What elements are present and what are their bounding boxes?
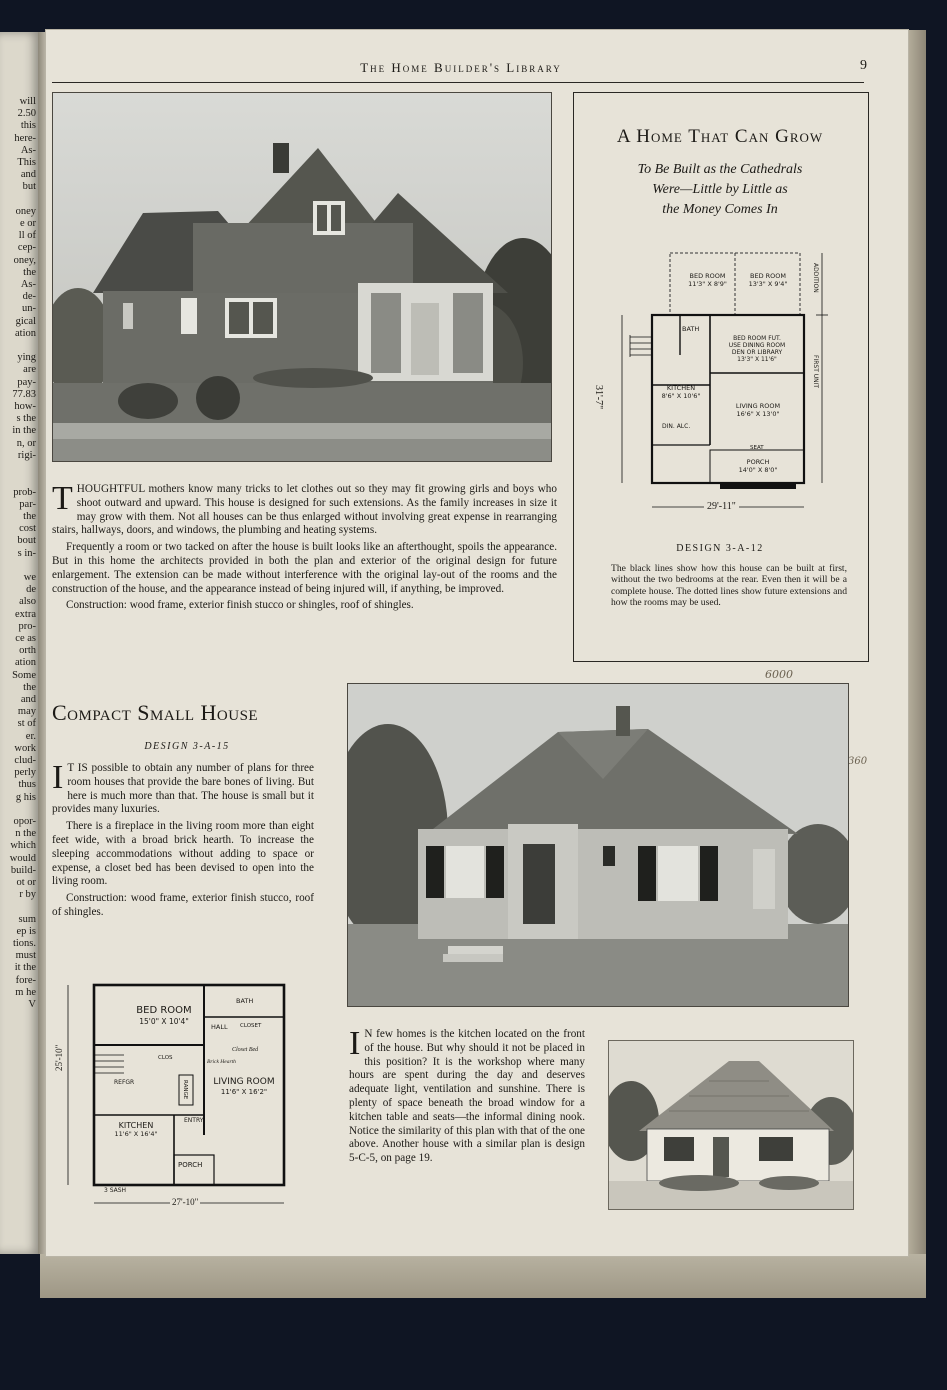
left-page-fragment: This [17,157,36,169]
left-page-fragment: oney, [13,254,36,266]
plan-label-addition: ADDITION [812,263,819,293]
plan-label-bath: BATH [236,997,254,1005]
left-page-fragment: and [20,169,36,181]
dropcap: T [52,480,73,517]
left-page-fragment: s the [16,413,36,425]
left-page-fragment: orth [19,645,36,657]
left-page-fragment: e or [19,218,36,230]
left-page-fragment: Some [12,669,36,681]
handwritten-note: 360 [848,756,868,767]
plan-label-range: RANGE [182,1080,188,1100]
left-page-fragment: st of [17,718,36,730]
plan-label-sash: 3 SASH [104,1187,127,1194]
left-page-fragment: and [20,693,36,705]
left-page-fragment: pro- [18,620,36,632]
left-page-fragment: cep- [17,242,36,254]
plan-dimension-width: 27'-10" [172,1197,199,1207]
house-sketch [608,1040,854,1210]
left-page-fragment: how- [14,401,36,413]
left-page-fragment: are [23,364,36,376]
plan-label-brick-hearth: Brick Hearth [207,1059,236,1065]
running-header: The Home Builder's Library [360,60,562,75]
left-page-fragment [0,474,40,486]
left-page-fragment: the [23,681,36,693]
article-text-3 [349,1025,585,1169]
left-page-fragment: ll of [18,230,36,242]
plan-label-closet-bed: Closet Bed [232,1047,259,1053]
plan-label-dining-alcove: DIN. ALC. [662,423,691,430]
left-page-fragment: As- [20,279,36,291]
left-page-fragment: the [23,266,36,278]
left-page-fragment: V [28,999,36,1011]
left-page-fragment: s in- [17,547,36,559]
house-photo-bungalow [52,92,552,462]
left-page-fragment: opor- [13,815,36,827]
plan-label-hall: HALL [211,1023,228,1031]
sidebar-subtitle-line: To Be Built as the Cathedrals [637,162,803,177]
left-page-fragment: ep is [16,925,36,937]
left-page-fragment: extra [15,608,36,620]
plan-dimension-depth: 25'-10" [54,1044,64,1071]
left-page-fragment: we [23,571,36,583]
floor-plan-3-a-12 [593,245,850,517]
left-page-fragment: As- [20,144,36,156]
left-page-fragment: prob- [13,486,36,498]
left-page-fragment: bout [17,535,36,547]
left-page-fragment: build- [10,864,36,876]
left-page-fragment [0,804,40,816]
plan-label-refrigerator: REFGR [114,1079,135,1086]
left-page-text [0,32,40,1011]
plan-label-bed-room-fut: BED ROOM FUT. USE DINING ROOM DEN OR LIBRARY 13'3" X 11'6" [728,335,786,363]
paragraph: Construction: wood frame, exterior finish stucco, roof of shingles. [52,892,314,918]
plan-label-closet: CLOSET [240,1023,262,1029]
left-page-fragment: fore- [15,974,36,986]
sidebar-subtitle [573,160,867,220]
floor-plan-3-a-15 [54,975,304,1210]
book-cover-edge [906,30,926,1298]
left-page-fragment: also [19,596,36,608]
left-page-fragment: ation [15,327,36,339]
plan-label-kitchen: KITCHEN 8'6" X 10'6" [661,384,701,400]
left-page-fragment: r by [19,889,36,901]
left-page-fragment: er. [25,730,36,742]
left-page-fragment: here- [14,132,36,144]
left-page-fragment: de- [22,291,36,303]
left-page-fragment: 2.50 [17,108,36,120]
paragraph: Construction: wood frame, exterior finish stucco or shingles, roof of shingles. [66,599,414,612]
paragraph: There is a fireplace in the living room more than eight feet wide, with a broad brick hearth. To increase the sleeping accommodations without adding to space or expense, a closet bed has been devised to open into the living room. [52,820,314,888]
left-page-fragment: thus [18,779,36,791]
sidebar-title: A Home That Can Grow [616,126,824,147]
left-page-fragment: 77.83 [12,388,36,400]
left-page-fragment [0,462,40,474]
left-page-edge [0,32,40,1254]
plan-label-bed-room: BED ROOM 15'0" X 10'4" [136,1005,192,1026]
left-page-fragment: it the [14,962,36,974]
plan-dimension-width: 29'-11" [704,501,739,512]
design-label-3-a-12: DESIGN 3-A-12 [676,543,764,554]
left-page-fragment: but [22,181,36,193]
left-page-fragment [0,901,40,913]
book-bottom-edge [40,1254,926,1298]
left-page-fragment: par- [19,498,36,510]
plan-label-porch: PORCH 14'0" X 8'0" [738,458,778,474]
plan-label-living-room: LIVING ROOM 16'6" X 13'0" [735,402,781,418]
left-page-fragment: un- [22,303,36,315]
left-page-fragment: work [14,742,36,754]
sidebar-subtitle-line: the Money Comes In [662,202,778,217]
plan-dimension-depth: 31'-7" [593,385,604,410]
left-page-fragment: ying [17,352,36,364]
left-page-fragment: pay- [17,376,36,388]
plan-label: BED ROOM 13'3" X 9'4" [748,272,788,288]
plan-label-porch: PORCH [178,1161,203,1169]
left-page-fragment: ce as [15,632,36,644]
dropcap: I [349,1025,361,1062]
dropcap: I [52,759,64,796]
article-text-1 [52,480,557,616]
left-page-fragment: ation [15,657,36,669]
left-page-fragment: will [19,96,36,107]
paragraph: HOUGHTFUL mothers know many tricks to let clothes out so they may fit growing girls and boys who shoot outward and upward. This house is designed for such extensions. As the family increases in size it may grow with them. Not all houses can be thus enlarged without involving great expense in rearranging stairs, hallways, doors, and windows, the plumbing and heating systems. [52,483,557,537]
paragraph: T IS possible to obtain any number of plans for three room houses that provide the bare bones of living. But here is much more than that. The house is small but it provides many luxuries. [52,762,314,816]
sidebar-subtitle-line: Were—Little by Little as [652,182,788,197]
plan-label-clos: CLOS [158,1055,173,1061]
header-rule [52,82,864,83]
house-photo-stucco-cottage [347,683,849,1007]
handwritten-note: 6000 [765,668,793,681]
left-page-fragment: n, or [16,437,36,449]
left-page-fragment: the [23,510,36,522]
left-page-fragment: tions. [12,938,36,950]
left-page-fragment [0,340,40,352]
left-page-fragment: must [15,950,36,962]
design-label-3-a-15: DESIGN 3-A-15 [144,741,230,752]
plan-label-living-room: LIVING ROOM 11'6" X 16'2" [213,1077,275,1096]
plan-caption: The black lines show how this house can be built at first, without the two bedrooms at the rear. Even then it will be a complete house. The dotted lines show future extensions and how the rooms may be used. [611,563,847,609]
left-page-fragment: gical [15,315,36,327]
left-page-fragment [0,560,40,572]
page-number: 9 [860,58,867,73]
left-page-fragment: oney [15,205,36,217]
plan-label-seat: SEAT [750,445,764,451]
left-page-fragment: ot or [16,877,36,888]
left-page-fragment: this [20,120,36,132]
paragraph: Frequently a room or two tacked on after the house is built looks like an afterthought, spoils the appearance. But in this home the architects provided in both the plan and exterior of the original design for future enlargement. The extension can be made without interference with the original lay-out of the rooms and the construction of the house, and the appearance instead of being injured will, if anything, be improved. [52,541,557,595]
plan-label-entry: ENTRY [184,1117,204,1124]
left-page-fragment: may [17,706,36,718]
plan-label: BED ROOM 11'3" X 8'9" [688,272,727,288]
left-page-fragment: which [10,840,36,852]
left-page-fragment: de [26,584,36,596]
plan-label-kitchen: KITCHEN 11'6" X 16'4" [114,1121,158,1138]
left-page-fragment: cost [19,523,36,535]
plan-label-first-unit: FIRST UNIT [812,355,819,389]
left-page-fragment: in the [12,425,36,437]
left-page-fragment: perly [14,767,36,779]
left-page-fragment: g his [15,791,36,803]
left-page-fragment: would [9,852,36,864]
left-page-fragment: m he [15,986,36,998]
left-page-fragment: rigi- [17,449,36,461]
section-title: Compact Small House [52,700,259,725]
left-page-fragment: sum [18,913,36,925]
left-page-fragment: clud- [14,754,36,766]
left-page-fragment: n the [15,828,36,840]
left-page-fragment [0,194,40,206]
article-text-2 [52,759,314,923]
paragraph: N few homes is the kitchen located on the front of the house. But why should it not be placed in this position? It is the workshop where many hours are spent during the day and deserves adequate light, ventilation and sunshine. There is plenty of space beneath the broad window for a kitchen table and seats—the informal dining nook. Notice the similarity of this plan with that of the one above. Another house with a similar plan is design 5-C-5, on page 19. [349,1028,585,1165]
plan-label-bath: BATH [682,325,700,333]
